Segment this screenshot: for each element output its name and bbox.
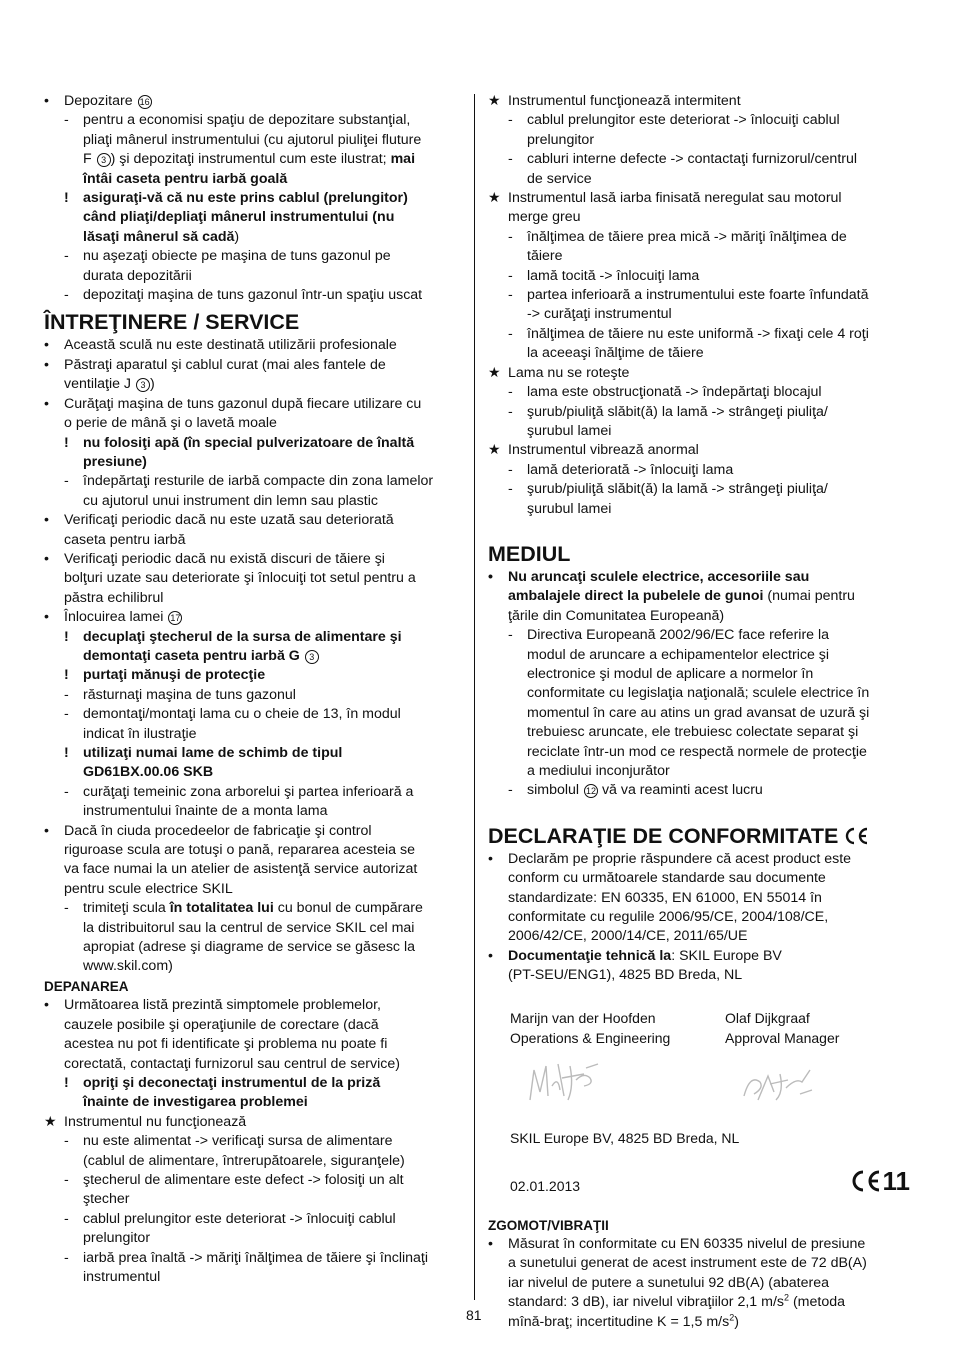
text-line: • Măsurat în conformitate cu EN 60335 nivelul de presiune bbox=[488, 1235, 912, 1254]
list-marker: • bbox=[44, 337, 49, 354]
text-line: înainte de investigarea problemei bbox=[83, 1094, 308, 1111]
list-marker: - bbox=[64, 287, 69, 304]
text-line: - simbolul 12 vă va reaminti acest lucru bbox=[488, 781, 912, 800]
text-line: apropiat (adrese şi diagrame de service se găsesc la bbox=[83, 939, 415, 956]
text-line: la distribuitorul sau la centrul de service SKIL cel mai bbox=[83, 919, 415, 936]
text-line: şurubul lamei bbox=[527, 422, 612, 439]
subheading-zgomot: ZGOMOT/VIBRAŢII bbox=[488, 1217, 609, 1233]
list-marker: ★ bbox=[488, 93, 501, 109]
text-line: cu ajutorul unui instrument din lemn sau plastic bbox=[83, 492, 378, 509]
list-marker: - bbox=[508, 627, 513, 644]
list-marker: - bbox=[508, 403, 513, 420]
text-line: - depozitaţi maşina de tuns gazonul într-un spaţiu uscat bbox=[44, 286, 468, 305]
text-line: şurubul lamei bbox=[527, 500, 612, 517]
list-marker: • bbox=[488, 1236, 493, 1253]
text-line: riguroase scula are totuşi o pană, repararea acesteia se bbox=[64, 842, 415, 859]
list-marker: - bbox=[64, 473, 69, 490]
ce-mark-icon bbox=[851, 1169, 883, 1193]
date-row bbox=[488, 1165, 912, 1208]
list-marker: - bbox=[508, 481, 513, 498]
text-line: • Curăţaţi maşina de tuns gazonul după fiecare utilizare cu bbox=[44, 395, 468, 414]
text-line: • Dacă în ciuda procedeelor de fabricaţie şi control bbox=[44, 822, 468, 841]
list-marker: - bbox=[508, 287, 513, 304]
text-line: va face numai la un atelier de asistenţă service autorizat bbox=[64, 861, 418, 878]
text-line: conformitate cu legislaţia naţională; sculele electrice în bbox=[527, 685, 870, 702]
list-marker: • bbox=[44, 997, 49, 1014]
text-line: - iarbă prea înaltă -> măriţi înălţimea de tăiere şi înclinaţi bbox=[44, 1249, 468, 1268]
section-heading-declaratie: DECLARAŢIE DE CONFORMITATE bbox=[488, 822, 912, 850]
list-marker: - bbox=[64, 1210, 69, 1227]
text-line: ! nu folosiţi apă (în special pulverizatoare de înaltă bbox=[44, 434, 468, 453]
list-marker: ! bbox=[64, 190, 69, 207]
text-line: cauzele posibile şi operaţiunile de corectare (dacă bbox=[64, 1016, 379, 1033]
text-line: • Următoarea listă prezintă simptomele problemelor, bbox=[44, 996, 468, 1015]
text-line: • Înlocuirea lamei 17 bbox=[44, 608, 468, 627]
text-line: GD61BX.00.06 SKB bbox=[83, 764, 214, 781]
text-line: ţările din Comunitatea Europeană) bbox=[508, 607, 725, 624]
text-line: • Nu aruncaţi sculele electrice, accesoriile sau bbox=[488, 568, 912, 587]
text-line: prelungitor bbox=[527, 131, 595, 148]
figure-ref-number: 3 bbox=[305, 650, 319, 664]
text-line: ★ Instrumentul lasă iarba finisată neregulat sau motorul bbox=[488, 189, 912, 208]
figure-ref-number: 16 bbox=[139, 97, 150, 107]
list-marker: - bbox=[64, 1249, 69, 1266]
text-line: ştecher bbox=[83, 1191, 130, 1208]
text-line: pentru scule electrice SKIL bbox=[64, 880, 233, 897]
text-line: ! decuplaţi ştecherul de la sursa de alimentare şi bbox=[44, 628, 468, 647]
list-marker: - bbox=[508, 228, 513, 245]
text-line: -> curăţaţi instrumentul bbox=[527, 306, 672, 323]
text-line: conform cu următoarele standarde sau documente bbox=[508, 870, 826, 887]
text-line: indicat în ilustraţie bbox=[83, 725, 197, 742]
text-line: - cabluri interne defecte -> contactaţi furnizorul/centrul bbox=[488, 150, 912, 169]
text-line: ★ Instrumentul nu funcţionează bbox=[44, 1113, 468, 1132]
text-line: pliaţi mânerul instrumentului (cu ajutorul piuliţei fluture bbox=[83, 131, 422, 148]
signature-image bbox=[740, 1064, 814, 1106]
text-line: când pliaţi/depliaţi mânerul instrumentului (nu bbox=[83, 209, 395, 226]
text-line: instrumentul bbox=[83, 1268, 161, 1285]
list-marker: • bbox=[44, 609, 49, 626]
text-line: demontaţi caseta pentru iarbă G 3 bbox=[44, 647, 468, 666]
text-line: reciclate într-un mod ce respectă normele de protecţie bbox=[527, 743, 867, 760]
figure-ref-number: 12 bbox=[585, 786, 596, 797]
list-marker: ★ bbox=[488, 364, 501, 381]
list-marker: - bbox=[64, 248, 69, 265]
right-column bbox=[488, 92, 912, 1332]
list-item: • Depozitare 16 bbox=[44, 92, 468, 111]
text-line: ! asiguraţi-vă că nu este prins cablul (prelungitor) bbox=[44, 189, 468, 208]
text-line: tăiere bbox=[527, 248, 563, 265]
list-marker: • bbox=[44, 395, 49, 412]
list-marker: - bbox=[64, 686, 69, 703]
text-line: durata depozitării bbox=[83, 267, 192, 284]
list-marker: - bbox=[508, 384, 513, 401]
text-line: ventilaţie J 3 ) bbox=[64, 376, 155, 393]
list-marker: ! bbox=[64, 1074, 69, 1091]
text-line: 2006/42/CE, 2000/14/CE, 2011/65/UE bbox=[508, 928, 748, 945]
text-line: - ştecherul de alimentare este defect -> folosiţi un alt bbox=[44, 1171, 468, 1190]
list-marker: • bbox=[44, 93, 49, 109]
text-line: ★ Lama nu se roteşte bbox=[488, 364, 912, 383]
list-marker: • bbox=[488, 568, 493, 585]
text-line: iar nivelul de putere a sunetului 92 dB(A) (abaterea bbox=[508, 1274, 829, 1291]
list-marker: • bbox=[488, 947, 493, 964]
text-line: - cablul prelungitor este deteriorat -> înlocuiţi cablul bbox=[488, 111, 912, 130]
list-marker: - bbox=[508, 112, 513, 129]
list-marker: - bbox=[64, 706, 69, 723]
list-marker: • bbox=[488, 850, 493, 867]
text-line: - şurub/piuliţă slăbit(ă) la lamă -> strângeţi piuliţa/ bbox=[488, 480, 912, 499]
list-marker: - bbox=[508, 267, 513, 284]
text-line: mînă-braţ; incertitudine K = 1,5 $m/s^2$) bbox=[508, 1311, 739, 1330]
text-line: • Verificaţi periodic dacă nu este uzată sau deteriorată bbox=[44, 511, 468, 530]
text-line: merge greu bbox=[508, 209, 581, 226]
text-line: ★ Instrumentul funcţionează intermitent bbox=[488, 92, 912, 111]
list-marker: ★ bbox=[488, 442, 501, 459]
text-line: bolţuri uzate sau deteriorate şi înlocuiţi tot setul pentru a bbox=[64, 570, 416, 587]
text-line: (cablul de alimentare, întrerupătoarele, siguranţele) bbox=[83, 1152, 405, 1169]
signature-block bbox=[488, 986, 912, 1168]
text-line: ! utilizaţi numai lame de schimb de tipul bbox=[44, 744, 468, 763]
section-heading-mediul: MEDIUL bbox=[488, 541, 571, 566]
list-marker: - bbox=[508, 461, 513, 478]
text-line: acestea nu pot fi identificate şi problema nu poate fi bbox=[64, 1036, 388, 1053]
skil-link: www.skil.com) bbox=[83, 958, 173, 975]
text-line: ! opriţi şi deconectaţi instrumentul de la priză bbox=[44, 1074, 468, 1093]
text-line: conformitate cu regulile 2006/95/CE, 2004/108/CE, bbox=[508, 909, 829, 926]
text-line: o perie de mână şi o lavetă moale bbox=[64, 415, 277, 432]
text-line: - partea inferioară a instrumentului este foarte înfundată bbox=[488, 286, 912, 305]
column-divider bbox=[474, 94, 475, 1300]
text-line: electronice şi modul de aplicare a normelor în bbox=[527, 665, 814, 682]
ce-year-mark: 11 bbox=[851, 1168, 911, 1194]
list-marker: • bbox=[44, 512, 49, 529]
list-marker: ! bbox=[64, 745, 69, 761]
text-line: modul de aruncare a echipamentelor electrice şi bbox=[527, 646, 830, 663]
text-line: - răsturnaţi maşina de tuns gazonul bbox=[44, 686, 468, 705]
text-line: • Documentaţie tehnică la: SKIL Europe BV bbox=[488, 947, 912, 966]
text-line: - înălţimea de tăiere prea mică -> măriţi înălţimea de bbox=[488, 228, 912, 247]
text-line: a sunetului generat de acest instrument este de 72 dB(A) bbox=[508, 1255, 867, 1272]
text-line: păstra echilibrul bbox=[64, 589, 164, 606]
signer-name: Olaf Dijkgraaf bbox=[725, 1009, 810, 1026]
text-line: lăsaţi mânerul să cadă) bbox=[83, 228, 240, 245]
page-number: 81 bbox=[466, 1307, 482, 1323]
text-line: trebuiesc aruncate, ele trebuiesc colectate separat şi bbox=[527, 724, 859, 741]
left-column bbox=[44, 92, 468, 1287]
company-address: SKIL Europe BV, 4825 BD Breda, NL bbox=[510, 1129, 740, 1146]
text-line: - lamă tocită -> înlocuiţi lama bbox=[488, 267, 912, 286]
signature-image bbox=[524, 1056, 604, 1106]
text-line: întâi caseta pentru iarbă goală bbox=[83, 170, 288, 187]
list-marker: - bbox=[64, 783, 69, 800]
text-line: de service bbox=[527, 170, 592, 187]
text-line: - şurub/piuliţă slăbit(ă) la lamă -> strângeţi piuliţa/ bbox=[488, 403, 912, 422]
list-marker: ! bbox=[64, 667, 69, 684]
text-line: caseta pentru iarbă bbox=[64, 531, 186, 548]
text-line: ambalajele direct la pubelele de gunoi (numai pentru bbox=[508, 588, 855, 605]
ce-mark-icon bbox=[844, 827, 870, 845]
text-line: - lamă deteriorată -> înlocuiţi lama bbox=[488, 461, 912, 480]
text-line: - curăţaţi temeinic zona arborelui şi partea inferioară a bbox=[44, 783, 468, 802]
text-line: presiune) bbox=[83, 453, 147, 470]
text-line: ! purtaţi mănuşi de protecţie bbox=[44, 666, 468, 685]
text-line: • Declarăm pe proprie răspundere că acest product este bbox=[488, 850, 912, 869]
text-line: (PT-SEU/ENG1), 4825 BD Breda, NL bbox=[508, 967, 743, 984]
list-marker: • bbox=[44, 822, 49, 839]
figure-ref-number: 3 bbox=[136, 378, 150, 392]
text-line: standard: 3 dB), iar nivelul vibraţiilor 2,1 $m/s^2$ (metoda bbox=[508, 1292, 845, 1311]
section-heading-service: ÎNTREŢINERE / SERVICE bbox=[44, 310, 300, 335]
list-marker: • bbox=[44, 550, 49, 567]
text-line: F 3 ) şi depozitaţi instrumentul cum este ilustrat; mai bbox=[83, 151, 416, 168]
text-line: - cablul prelungitor este deteriorat -> înlocuiţi cablul bbox=[44, 1210, 468, 1229]
text-line: instrumentului înainte de a monta lama bbox=[83, 803, 328, 820]
text-line: - trimiteţi scula în totalitatea lui cu bonul de cumpărare bbox=[44, 899, 468, 918]
figure-ref-number: 3 bbox=[97, 153, 111, 167]
list-marker: ! bbox=[64, 434, 69, 451]
signer-title: Operations & Engineering bbox=[510, 1029, 671, 1046]
text-line: - lama este obstrucţionată -> îndepărtaţi blocajul bbox=[488, 383, 912, 402]
text-line: - nu este alimentat -> verificaţi sursa de alimentare bbox=[44, 1132, 468, 1151]
text-line: - nu aşezaţi obiecte pe maşina de tuns gazonul pe bbox=[44, 247, 468, 266]
text-line: - înălţimea de tăiere nu este uniformă -> fixaţi cele 4 roţi bbox=[488, 325, 912, 344]
list-marker: ! bbox=[64, 628, 69, 645]
text-line: - pentru a economisi spaţiu de depozitare substanţial, bbox=[44, 111, 468, 130]
list-marker: • bbox=[44, 356, 49, 373]
signer-title: Approval Manager bbox=[725, 1029, 840, 1046]
text-line: prelungitor bbox=[83, 1230, 151, 1247]
declaration-date: 02.01.2013 bbox=[510, 1177, 581, 1194]
list-marker: - bbox=[64, 112, 69, 129]
text-line: - Directiva Europeană 2002/96/EC face referire la bbox=[488, 626, 912, 645]
text-line: - îndepărtaţi resturile de iarbă compacte din zona lamelor bbox=[44, 472, 468, 491]
text-line: momentul în care au atins un grad avansat de uzură şi bbox=[527, 704, 870, 721]
figure-ref-number: 17 bbox=[170, 613, 181, 624]
text-line: • Verificaţi periodic dacă nu există discuri de tăiere şi bbox=[44, 550, 468, 569]
list-marker: - bbox=[64, 1133, 69, 1150]
list-marker: - bbox=[508, 325, 513, 342]
list-marker: ★ bbox=[44, 1113, 57, 1130]
list-marker: ★ bbox=[488, 190, 501, 207]
list-marker: - bbox=[508, 151, 513, 168]
subheading-depanarea: DEPANAREA bbox=[44, 978, 129, 994]
text-line: a mediului inconjurător bbox=[527, 763, 670, 779]
text-line: ★ Instrumentul vibrează anormal bbox=[488, 441, 912, 460]
text-line: • Această sculă nu este destinată utilizării profesionale bbox=[44, 336, 468, 355]
text-line: la aceeaşi înălţime de tăiere bbox=[527, 345, 704, 362]
text-line: • Păstraţi aparatul şi cablul curat (mai ales fantele de bbox=[44, 356, 468, 375]
list-marker: - bbox=[508, 782, 513, 799]
list-marker: - bbox=[64, 1171, 69, 1188]
signer-name: Marijn van der Hoofden bbox=[510, 1009, 656, 1026]
text-line: standardizate: EN 60335, EN 61000, EN 55014 în bbox=[508, 889, 822, 906]
text-line: - demontaţi/montaţi lama cu o cheie de 13, în modul bbox=[44, 705, 468, 724]
text-line: corectată, contactaţi furnizorul sau centrul de service) bbox=[64, 1055, 400, 1072]
list-marker: - bbox=[64, 900, 69, 917]
